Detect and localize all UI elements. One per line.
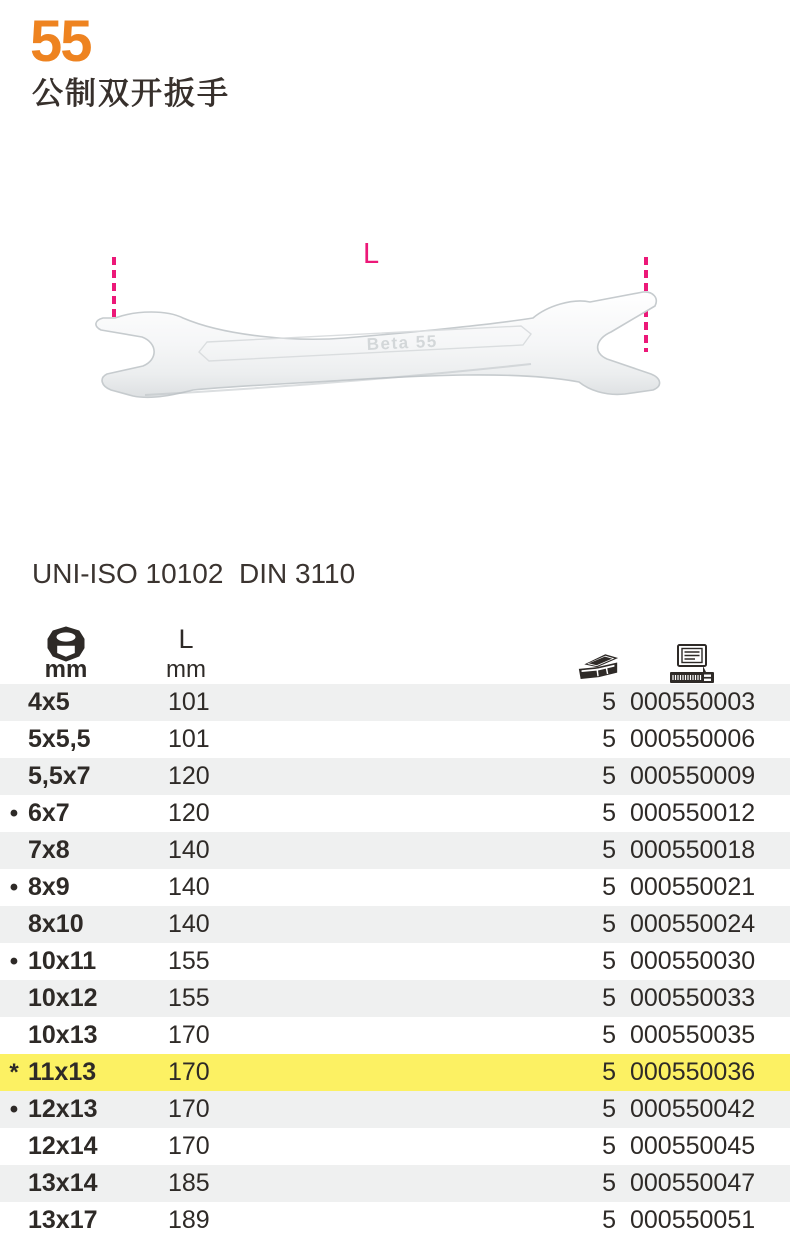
row-order-code: 000550024 bbox=[630, 910, 756, 938]
row-length: 189 bbox=[168, 1206, 210, 1234]
row-order-code: 000550036 bbox=[630, 1058, 756, 1086]
spec-table-body bbox=[0, 684, 790, 1239]
row-size: 4x5 bbox=[28, 688, 70, 716]
row-order-code: 000550009 bbox=[630, 762, 756, 790]
row-size: 13x14 bbox=[28, 1169, 98, 1197]
row-length: 170 bbox=[168, 1095, 210, 1123]
row-pack-qty: 5 bbox=[602, 725, 616, 753]
length-dimension-label: L bbox=[363, 238, 380, 270]
row-order-code: 000550003 bbox=[630, 688, 756, 716]
row-pack-qty: 5 bbox=[602, 1132, 616, 1160]
row-marker bbox=[2, 758, 26, 795]
size-column-unit: mm bbox=[44, 656, 88, 683]
row-order-code: 000550045 bbox=[630, 1132, 756, 1160]
standards-reference: UNI-ISO 10102 DIN 3110 bbox=[32, 558, 356, 589]
row-length: 101 bbox=[168, 725, 210, 753]
spec-table-header bbox=[0, 620, 790, 684]
table-row bbox=[0, 721, 790, 758]
wrench-brand-marking: Beta 55 bbox=[366, 331, 439, 354]
open-end-wrench-image bbox=[85, 278, 675, 408]
table-row bbox=[0, 1202, 790, 1239]
open-box-icon bbox=[577, 652, 619, 684]
row-pack-qty: 5 bbox=[602, 984, 616, 1012]
row-order-code: 000550033 bbox=[630, 984, 756, 1012]
row-size: 8x10 bbox=[28, 910, 84, 938]
row-size: 5,5x7 bbox=[28, 762, 91, 790]
row-pack-qty: 5 bbox=[602, 1058, 616, 1086]
row-marker bbox=[2, 1202, 26, 1239]
row-order-code: 000550051 bbox=[630, 1206, 756, 1234]
table-row bbox=[0, 1054, 790, 1091]
table-row bbox=[0, 906, 790, 943]
row-pack-qty: 5 bbox=[602, 1169, 616, 1197]
length-column-unit: mm bbox=[166, 656, 206, 683]
row-marker bbox=[2, 1017, 26, 1054]
row-pack-qty: 5 bbox=[602, 947, 616, 975]
row-pack-qty: 5 bbox=[602, 1095, 616, 1123]
row-length: 170 bbox=[168, 1058, 210, 1086]
row-length: 170 bbox=[168, 1132, 210, 1160]
row-order-code: 000550047 bbox=[630, 1169, 756, 1197]
row-length: 140 bbox=[168, 910, 210, 938]
row-size: 10x12 bbox=[28, 984, 98, 1012]
row-marker: • bbox=[9, 874, 19, 901]
row-order-code: 000550035 bbox=[630, 1021, 756, 1049]
row-marker: • bbox=[9, 1096, 19, 1123]
row-length: 120 bbox=[168, 762, 210, 790]
table-row bbox=[0, 684, 790, 721]
row-order-code: 000550012 bbox=[630, 799, 756, 827]
row-pack-qty: 5 bbox=[602, 836, 616, 864]
table-row bbox=[0, 1128, 790, 1165]
row-length: 140 bbox=[168, 873, 210, 901]
row-pack-qty: 5 bbox=[602, 799, 616, 827]
table-row bbox=[0, 1017, 790, 1054]
row-order-code: 000550021 bbox=[630, 873, 756, 901]
row-marker: • bbox=[9, 948, 19, 975]
row-marker: * bbox=[9, 1059, 19, 1086]
row-pack-qty: 5 bbox=[602, 873, 616, 901]
row-size: 7x8 bbox=[28, 836, 70, 864]
row-size: 12x14 bbox=[28, 1132, 98, 1160]
table-row bbox=[0, 832, 790, 869]
row-marker bbox=[2, 1165, 26, 1202]
row-size: 13x17 bbox=[28, 1206, 98, 1234]
table-row bbox=[0, 943, 790, 980]
row-marker bbox=[2, 684, 26, 721]
row-marker bbox=[2, 1128, 26, 1165]
row-size: 10x11 bbox=[28, 947, 97, 975]
order-terminal-icon bbox=[669, 644, 715, 686]
row-length: 185 bbox=[168, 1169, 210, 1197]
row-marker bbox=[2, 832, 26, 869]
table-row bbox=[0, 758, 790, 795]
row-marker bbox=[2, 906, 26, 943]
row-length: 155 bbox=[168, 947, 210, 975]
row-marker bbox=[2, 721, 26, 758]
row-length: 120 bbox=[168, 799, 210, 827]
row-pack-qty: 5 bbox=[602, 1206, 616, 1234]
table-row bbox=[0, 1091, 790, 1128]
row-marker: • bbox=[9, 800, 19, 827]
row-size: 6x7 bbox=[28, 799, 70, 827]
product-figure bbox=[0, 0, 790, 430]
row-size: 5x5,5 bbox=[28, 725, 91, 753]
row-length: 140 bbox=[168, 836, 210, 864]
row-order-code: 000550030 bbox=[630, 947, 756, 975]
section-number: 55 bbox=[30, 9, 91, 74]
row-size: 8x9 bbox=[28, 873, 70, 901]
row-size: 11x13 bbox=[28, 1058, 97, 1086]
row-pack-qty: 5 bbox=[602, 1021, 616, 1049]
row-size: 12x13 bbox=[28, 1095, 98, 1123]
row-order-code: 000550042 bbox=[630, 1095, 756, 1123]
row-order-code: 000550006 bbox=[630, 725, 756, 753]
row-order-code: 000550018 bbox=[630, 836, 756, 864]
row-length: 170 bbox=[168, 1021, 210, 1049]
row-length: 155 bbox=[168, 984, 210, 1012]
row-pack-qty: 5 bbox=[602, 762, 616, 790]
row-size: 10x13 bbox=[28, 1021, 98, 1049]
table-row bbox=[0, 795, 790, 832]
row-marker bbox=[2, 980, 26, 1017]
length-column-label: L bbox=[178, 624, 194, 654]
table-row bbox=[0, 980, 790, 1017]
row-pack-qty: 5 bbox=[602, 910, 616, 938]
row-pack-qty: 5 bbox=[602, 688, 616, 716]
row-length: 101 bbox=[168, 688, 210, 716]
page-title: 公制双开扳手 bbox=[32, 76, 230, 111]
table-row bbox=[0, 1165, 790, 1202]
table-row bbox=[0, 869, 790, 906]
